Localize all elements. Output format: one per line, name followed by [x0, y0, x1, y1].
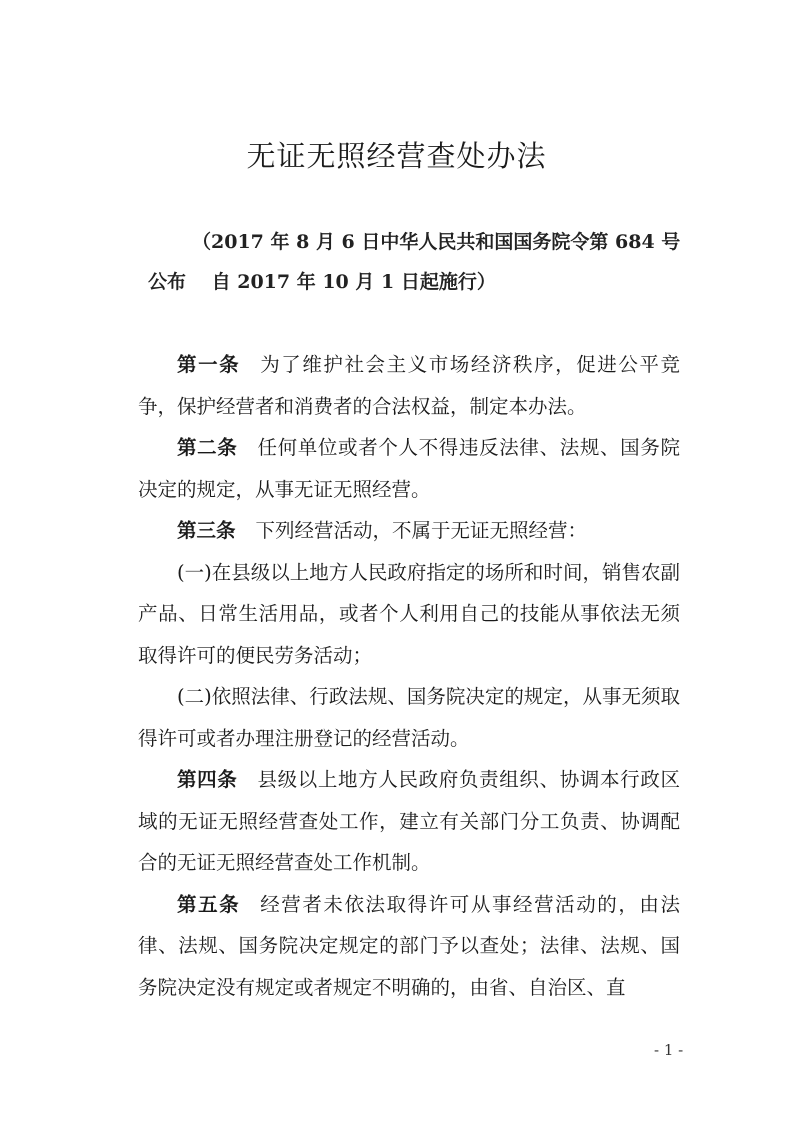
- article-3: [138, 510, 680, 552]
- article-number: 第四条: [177, 768, 238, 791]
- article-4: [138, 759, 680, 884]
- document-body: [138, 344, 680, 1008]
- item-text: (一)在县级以上地方人民政府指定的场所和时间，销售农副产品、日常生活用品，或者个人利用自己的技能从事依法无须取得许可的便民劳务活动；: [138, 560, 680, 667]
- article-number: 第一条: [177, 353, 241, 376]
- article-1: [138, 344, 680, 427]
- article-number: 第三条: [177, 519, 236, 542]
- article-number: 第五条: [177, 892, 241, 916]
- article-text: 下列经营活动，不属于无证无照经营：: [255, 519, 588, 542]
- item-text: (二)依照法律、行政法规、国务院决定的规定，从事无须取得许可或者办理注册登记的经营活动。: [138, 685, 680, 750]
- article-text: 县级以上地方人民政府负责组织、协调本行政区域的无证无照经营查处工作，建立有关部门分工负责、协调配合的无证无照经营查处工作机制。: [138, 768, 680, 874]
- document-title: 无证无照经营查处办法: [246, 139, 547, 173]
- promulgation-line-1: （2017 年 8 月 6 日中华人民共和国国务院令第 684 号: [192, 231, 681, 253]
- article-3-item-2: [138, 676, 680, 759]
- article-2: [138, 427, 680, 510]
- article-3-item-1: [138, 552, 680, 677]
- promulgation-note: [148, 222, 708, 302]
- article-text: 为了维护社会主义市场经济秩序，促进公平竞争，保护经营者和消费者的合法权益，制定本办法。: [138, 353, 680, 418]
- article-text: 任何单位或者个人不得违反法律、法规、国务院决定的规定，从事无证无照经营。: [138, 436, 680, 501]
- article-number: 第二条: [177, 436, 238, 459]
- article-5: [138, 884, 680, 1009]
- page-number: - 1 -: [654, 1041, 684, 1059]
- promulgation-line-2: 公布 自 2017 年 10 月 1 日起施行）: [148, 271, 496, 293]
- article-text: 经营者未依法取得许可从事经营活动的，由法律、法规、国务院决定规定的部门予以查处；法律、法规、国务院决定没有规定或者规定不明确的，由省、自治区、直: [138, 892, 680, 999]
